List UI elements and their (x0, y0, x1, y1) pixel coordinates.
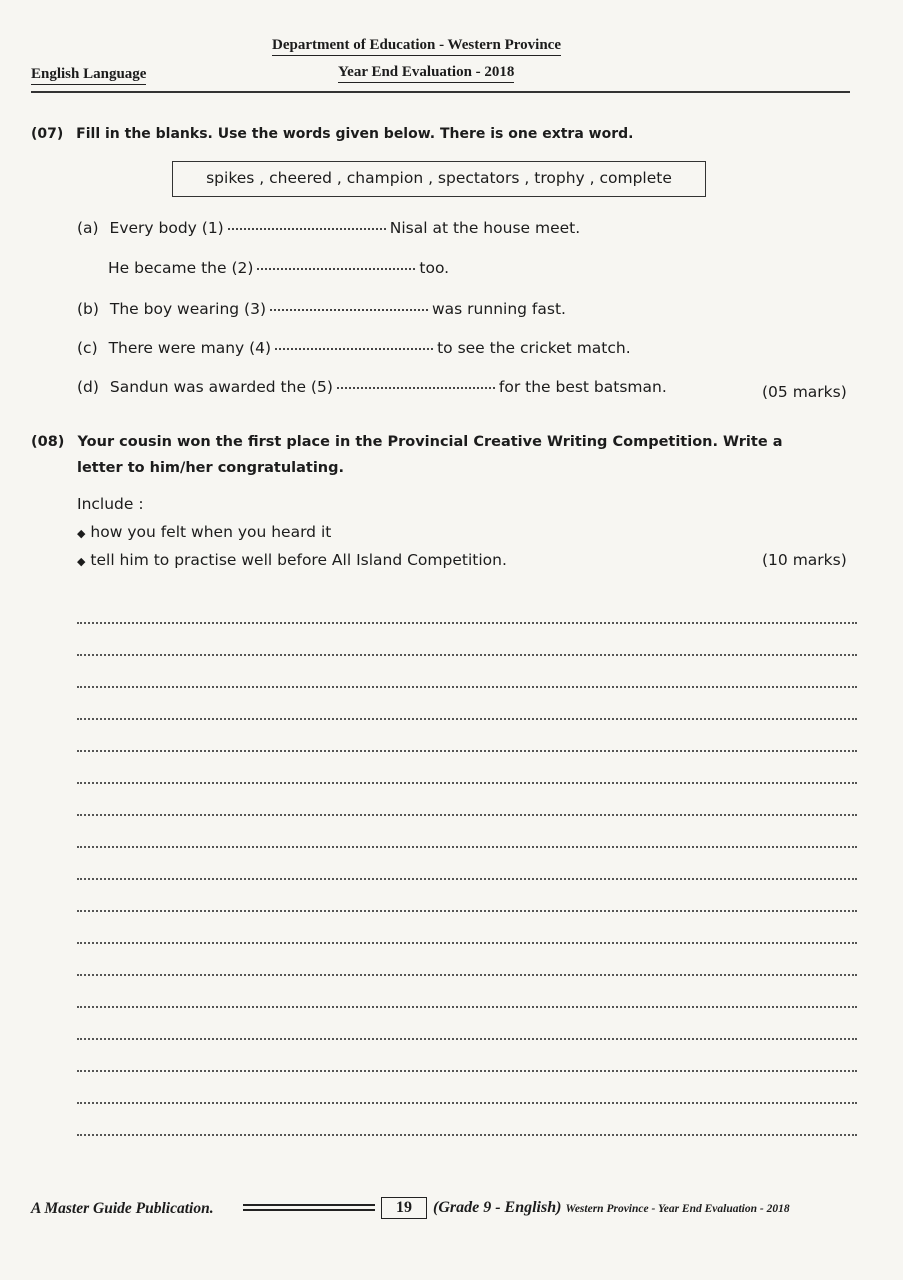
bullet-text: how you felt when you heard it (90, 523, 332, 541)
question-07-number: (07) (31, 126, 64, 142)
writing-line[interactable] (77, 1038, 857, 1040)
writing-line[interactable] (77, 654, 857, 656)
page-number: 19 (381, 1197, 427, 1219)
writing-line[interactable] (77, 718, 857, 720)
item-label: (b) (77, 300, 99, 318)
writing-line[interactable] (77, 1006, 857, 1008)
diamond-bullet-icon: ◆ (77, 555, 86, 568)
item-text-before: Every body (1) (109, 219, 224, 237)
writing-line[interactable] (77, 1070, 857, 1072)
blank-3[interactable] (270, 309, 428, 311)
writing-line[interactable] (77, 974, 857, 976)
item-text-after: too. (419, 259, 450, 277)
bullet-text: tell him to practise well before All Island Competition. (90, 551, 507, 569)
q07-item-b (77, 300, 566, 318)
blank-4[interactable] (275, 348, 433, 350)
item-label: (a) (77, 219, 99, 237)
department-title: Department of Education - Western Province (272, 37, 561, 56)
item-text-before: There were many (4) (108, 339, 272, 357)
header-rule (31, 91, 850, 93)
item-text-after: Nisal at the house meet. (389, 219, 581, 237)
writing-line[interactable] (77, 846, 857, 848)
blank-1[interactable] (228, 228, 386, 230)
subject-title: English Language (31, 66, 146, 85)
writing-line[interactable] (77, 1134, 857, 1136)
writing-line[interactable] (77, 686, 857, 688)
item-text-before: Sandun was awarded the (5) (109, 378, 333, 396)
writing-line[interactable] (77, 942, 857, 944)
q07-item-a-2 (108, 259, 449, 277)
writing-line[interactable] (77, 878, 857, 880)
writing-line[interactable] (77, 750, 857, 752)
bullet-item-1 (77, 523, 331, 541)
q07-item-c (77, 339, 631, 357)
item-label: (d) (77, 378, 99, 396)
question-08-instruction-1: Your cousin won the first place in the Provincial Creative Writing Competition. Write a (77, 434, 783, 450)
item-label: (c) (77, 339, 98, 357)
include-label: Include : (77, 495, 144, 513)
item-text-after: for the best batsman. (498, 378, 667, 396)
item-text-after: was running fast. (432, 300, 566, 318)
item-text-before: The boy wearing (3) (109, 300, 266, 318)
question-08-heading (31, 434, 783, 450)
footer-info (433, 1199, 790, 1217)
q08-marks: (10 marks) (762, 551, 847, 569)
publication-name: A Master Guide Publication. (31, 1200, 214, 1217)
evaluation-title: Year End Evaluation - 2018 (338, 64, 514, 83)
grade-text: (Grade 9 - English) (433, 1199, 562, 1216)
writing-line[interactable] (77, 910, 857, 912)
writing-line[interactable] (77, 814, 857, 816)
item-text-before: He became the (2) (108, 259, 254, 277)
writing-line[interactable] (77, 622, 857, 624)
question-07-instruction: Fill in the blanks. Use the words given below. There is one extra word. (76, 126, 634, 142)
q07-item-a (77, 219, 580, 237)
question-08-number: (08) (31, 434, 65, 450)
footer-bars (243, 1204, 375, 1214)
question-08-instruction-2: letter to him/her congratulating. (77, 460, 345, 476)
question-07-heading (31, 126, 633, 142)
province-text: Western Province - Year End Evaluation - 2018 (565, 1203, 790, 1215)
q07-item-d (77, 378, 667, 396)
blank-2[interactable] (257, 268, 415, 270)
diamond-bullet-icon: ◆ (77, 527, 86, 540)
bullet-item-2 (77, 551, 507, 569)
writing-line[interactable] (77, 782, 857, 784)
item-text-after: to see the cricket match. (437, 339, 631, 357)
blank-5[interactable] (337, 387, 495, 389)
writing-line[interactable] (77, 1102, 857, 1104)
q07-marks: (05 marks) (762, 383, 847, 401)
word-box: spikes , cheered , champion , spectators , trophy , complete (172, 161, 706, 197)
